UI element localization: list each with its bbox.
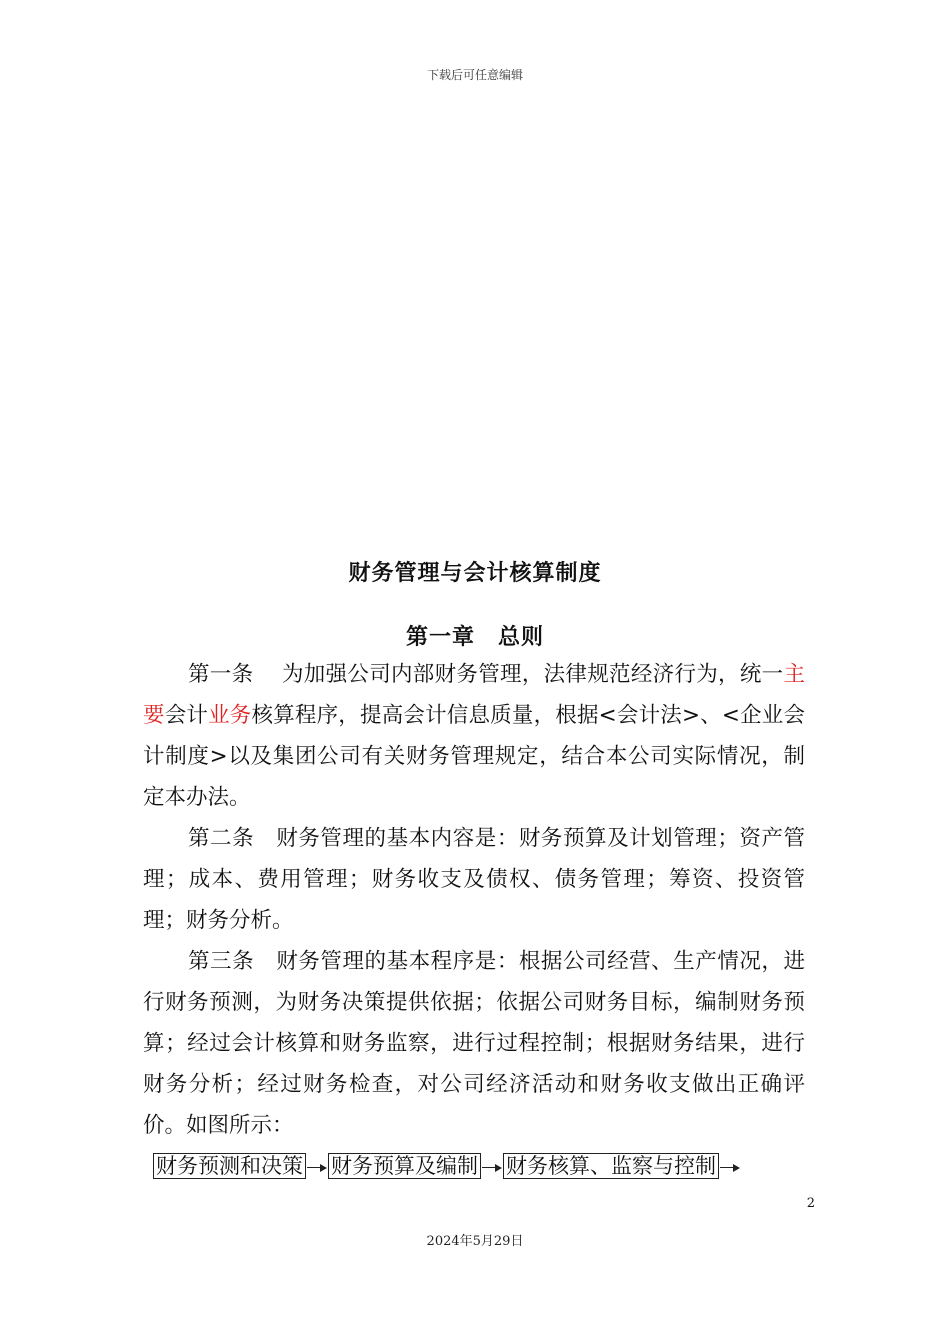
document-title: 财务管理与会计核算制度 bbox=[348, 561, 602, 586]
article-text: 会计 bbox=[164, 703, 209, 728]
article-label: 第二条 bbox=[188, 826, 255, 851]
chapter-title: 第一章 总则 bbox=[405, 625, 544, 650]
flow-step-forecast: 财务预测和决策 bbox=[153, 1153, 306, 1179]
article-label: 第一条 bbox=[188, 662, 254, 687]
article-2 bbox=[143, 818, 805, 941]
arrow-right-icon bbox=[306, 1154, 328, 1178]
article-gap bbox=[254, 949, 276, 974]
article-3 bbox=[143, 941, 805, 1146]
footer-date: 2024年5月29日 bbox=[426, 1234, 524, 1249]
highlighted-text: 主要 bbox=[143, 662, 805, 728]
arrow-right-icon bbox=[719, 1154, 741, 1178]
article-label: 第三条 bbox=[188, 949, 255, 974]
article-text: 财务管理的基本内容是：财务预算及计划管理；资产管理；成本、费用管理；财务收支及债权、债务管理；筹资、投资管理；财务分析。 bbox=[143, 826, 805, 933]
header-note: 下载后可任意编辑 bbox=[426, 68, 523, 82]
article-text: 为加强公司内部财务管理，法律规范经济行为，统一 bbox=[281, 662, 784, 687]
article-1 bbox=[143, 654, 805, 818]
article-text: 核算程序，提高会计信息质量，根据<会计法>、<企业会计制度>以及集团公司有关财务管理规定，结合本公司实际情况，制定本办法。 bbox=[143, 703, 805, 810]
highlighted-text: 业务 bbox=[208, 703, 252, 728]
document-body bbox=[143, 654, 805, 1146]
page-number: 2 bbox=[806, 1196, 815, 1211]
flow-step-budget: 财务预算及编制 bbox=[328, 1153, 481, 1179]
article-text: 财务管理的基本程序是：根据公司经营、生产情况，进行财务预测，为财务决策提供依据；依据公司财务目标，编制财务预算；经过会计核算和财务监察，进行过程控制；根据财务结果，进行财务分析；经过财务检查，对公司经济活动和财务收支做出正确评价。如图所示： bbox=[143, 949, 805, 1138]
article-gap bbox=[254, 826, 276, 851]
article-gap bbox=[253, 662, 282, 687]
flow-step-accounting: 财务核算、监察与控制 bbox=[503, 1153, 719, 1179]
process-flowchart bbox=[153, 1152, 803, 1180]
arrow-right-icon bbox=[481, 1154, 503, 1178]
